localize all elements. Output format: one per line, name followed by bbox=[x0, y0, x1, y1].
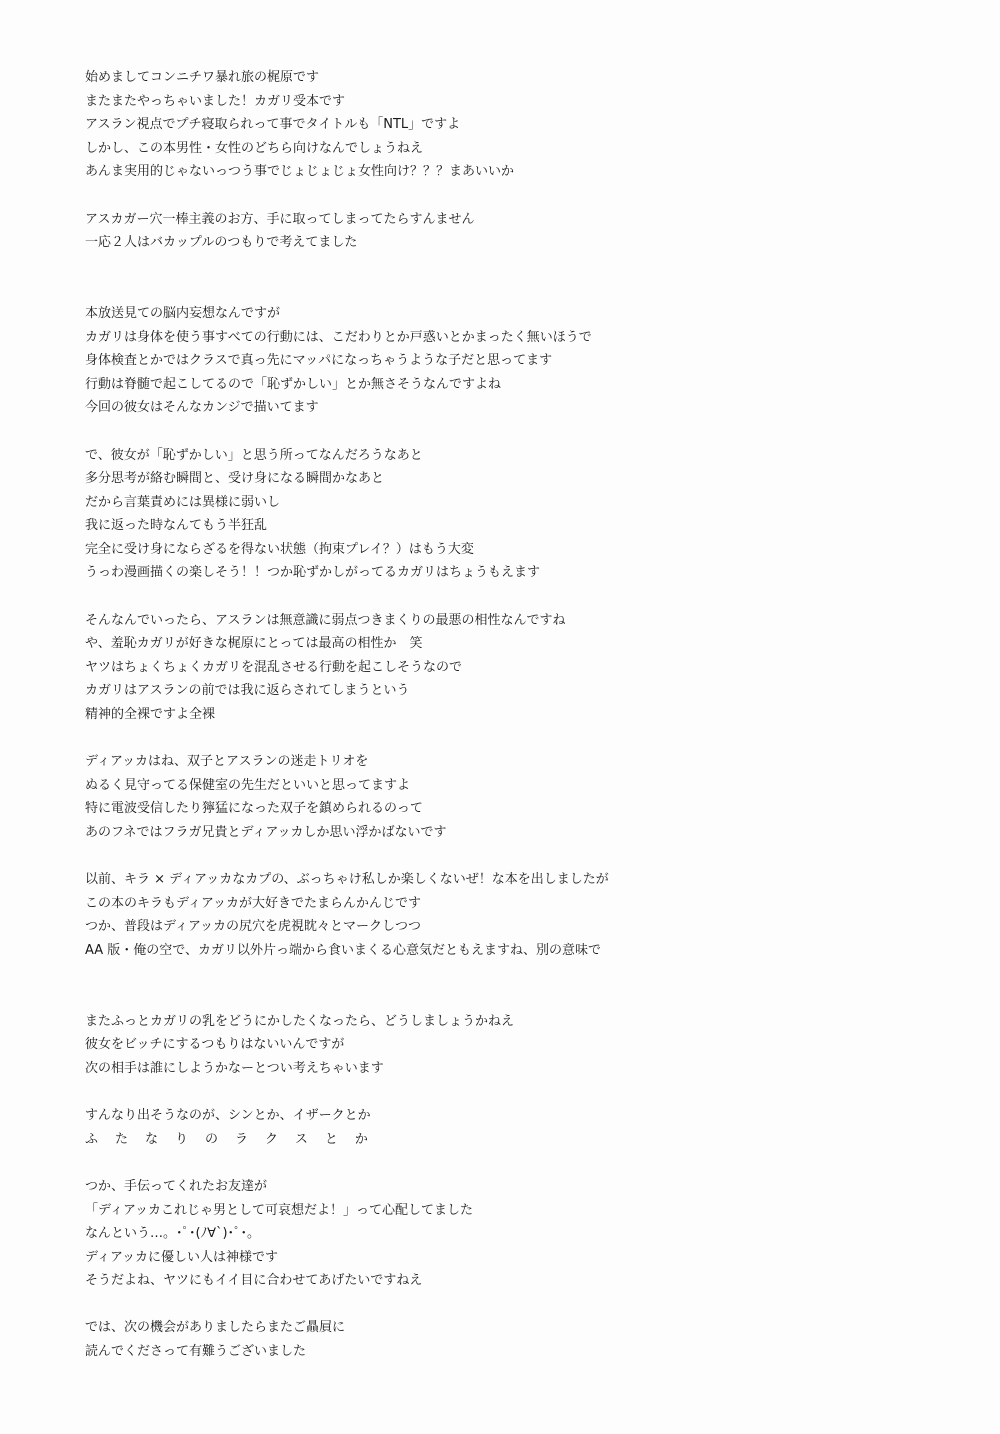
text-line: そうだよね、ヤツにもイイ目に合わせてあげたいですねえ bbox=[85, 1273, 423, 1289]
text-line: カガリはアスランの前では我に返らされてしまうという bbox=[85, 683, 410, 699]
text-line: AA 版・俺の空で、カガリ以外片っ端から食いまくる心意気だともえますね、別の意味で bbox=[85, 942, 602, 958]
paragraph-apology bbox=[85, 208, 945, 255]
text-line: 以前、キラ × ディアッカなカプの、ぶっちゃけ私しか楽しくないぜ！な本を出しましたが bbox=[85, 872, 609, 888]
text-line: またまたやっちゃいました！カガリ受本です bbox=[85, 93, 346, 109]
afterword-text bbox=[85, 66, 945, 1364]
text-line: 始めましてコンニチワ暴れ旅の梶原です bbox=[85, 70, 320, 85]
text-line: 行動は脊髄で起こしてるので「恥ずかしい」とか無さそうなんですよね bbox=[85, 376, 502, 392]
paragraph-next-partner bbox=[85, 1010, 945, 1081]
text-line: そんなんでいったら、アスランは無意識に弱点つきまくりの最悪の相性なんですね bbox=[85, 612, 566, 628]
text-line: アスカガー穴一棒主義のお方、手に取ってしまってたらすんません bbox=[85, 211, 475, 227]
text-line: カガリは身体を使う事すべての行動には、こだわりとか戸惑いとかまったく無いほうで bbox=[85, 329, 592, 345]
paragraph-dearka bbox=[85, 750, 945, 844]
text-line: 精神的全裸ですよ全裸 bbox=[85, 707, 216, 723]
paragraph-closing bbox=[85, 1316, 945, 1363]
text-line: 多分思考が絡む瞬間と、受け身になる瞬間かなあと bbox=[85, 471, 385, 487]
text-line: ふたなりのラクスとか bbox=[85, 1131, 385, 1147]
text-line: 本放送見ての脳内妄想なんですが bbox=[85, 305, 281, 321]
text-line: 「ディアッカこれじゃ男として可哀想だよ！」って心配してました bbox=[85, 1202, 474, 1218]
text-line: なんという…。･ﾟ･(ﾉ∀`)･ﾟ･。 bbox=[85, 1226, 261, 1242]
paragraph-candidates bbox=[85, 1104, 945, 1151]
text-line: しかし、この本男性・女性のどちら向けなんでしょうねえ bbox=[85, 140, 424, 156]
text-line: ディアッカに優しい人は神様です bbox=[85, 1249, 279, 1265]
text-line: 特に電波受信したり獰猛になった双子を鎮められるのって bbox=[85, 801, 423, 817]
text-line: ディアッカはね、双子とアスランの迷走トリオを bbox=[85, 754, 369, 770]
text-line: 一応２人はバカップルのつもりで考えてました bbox=[85, 235, 358, 251]
text-line: またふっとカガリの乳をどうにかしたくなったら、どうしましょうかねえ bbox=[85, 1013, 515, 1029]
text-line: ヤツはちょくちょくカガリを混乱させる行動を起こしそうなので bbox=[85, 659, 463, 675]
text-line: 身体検査とかではクラスで真っ先にマッパになっちゃうような子だと思ってます bbox=[85, 353, 553, 369]
paragraph-athrun bbox=[85, 609, 945, 727]
text-line: 読んでくださって有難うございました bbox=[85, 1344, 307, 1360]
text-line: 我に返った時なんてもう半狂乱 bbox=[85, 518, 268, 534]
paragraph-friend bbox=[85, 1175, 945, 1293]
text-line: つか、普段はディアッカの尻穴を虎視眈々とマークしつつ bbox=[85, 919, 422, 935]
text-line: あのフネではフラガ兄貴とディアッカしか思い浮かばないです bbox=[85, 825, 447, 840]
paragraph-intro bbox=[85, 66, 945, 184]
text-line: では、次の機会がありましたらまたご贔屓に bbox=[85, 1320, 346, 1336]
text-line: で、彼女が「恥ずかしい」と思う所ってなんだろうなあと bbox=[85, 447, 423, 463]
text-line: あんま実用的じゃないっつう事でじょじょじょ女性向け？？？まあいいか bbox=[85, 164, 515, 180]
text-line: うっわ漫画描くの楽しそう！！つか恥ずかしがってるカガリはちょうもえます bbox=[85, 565, 541, 581]
text-line: ぬるく見守ってる保健室の先生だといいと思ってますよ bbox=[85, 777, 411, 793]
text-line: アスラン視点でプチ寝取られって事でタイトルも「NTL」ですよ bbox=[85, 117, 461, 133]
text-line: 完全に受け身にならざるを得ない状態（拘束プレイ？）はもう大変 bbox=[85, 541, 474, 557]
paragraph-embarrassed bbox=[85, 444, 945, 586]
text-line: や、羞恥カガリが好きな梶原にとっては最高の相性か 笑 bbox=[85, 636, 423, 652]
paragraph-kagari bbox=[85, 302, 945, 420]
paragraph-kira bbox=[85, 868, 945, 962]
text-line: この本のキラもディアッカが大好きでたまらんかんじです bbox=[85, 895, 422, 911]
text-line: つか、手伝ってくれたお友達が bbox=[85, 1178, 268, 1194]
text-line: だから言葉責めには異様に弱いし bbox=[85, 494, 281, 510]
text-line: 彼女をビッチにするつもりはないいんですが bbox=[85, 1037, 345, 1053]
text-line: 今回の彼女はそんなカンジで描いてます bbox=[85, 400, 319, 416]
text-line: 次の相手は誰にしようかなーとつい考えちゃいます bbox=[85, 1060, 384, 1076]
text-line: すんなり出そうなのが、シンとか、イザークとか bbox=[85, 1108, 371, 1124]
